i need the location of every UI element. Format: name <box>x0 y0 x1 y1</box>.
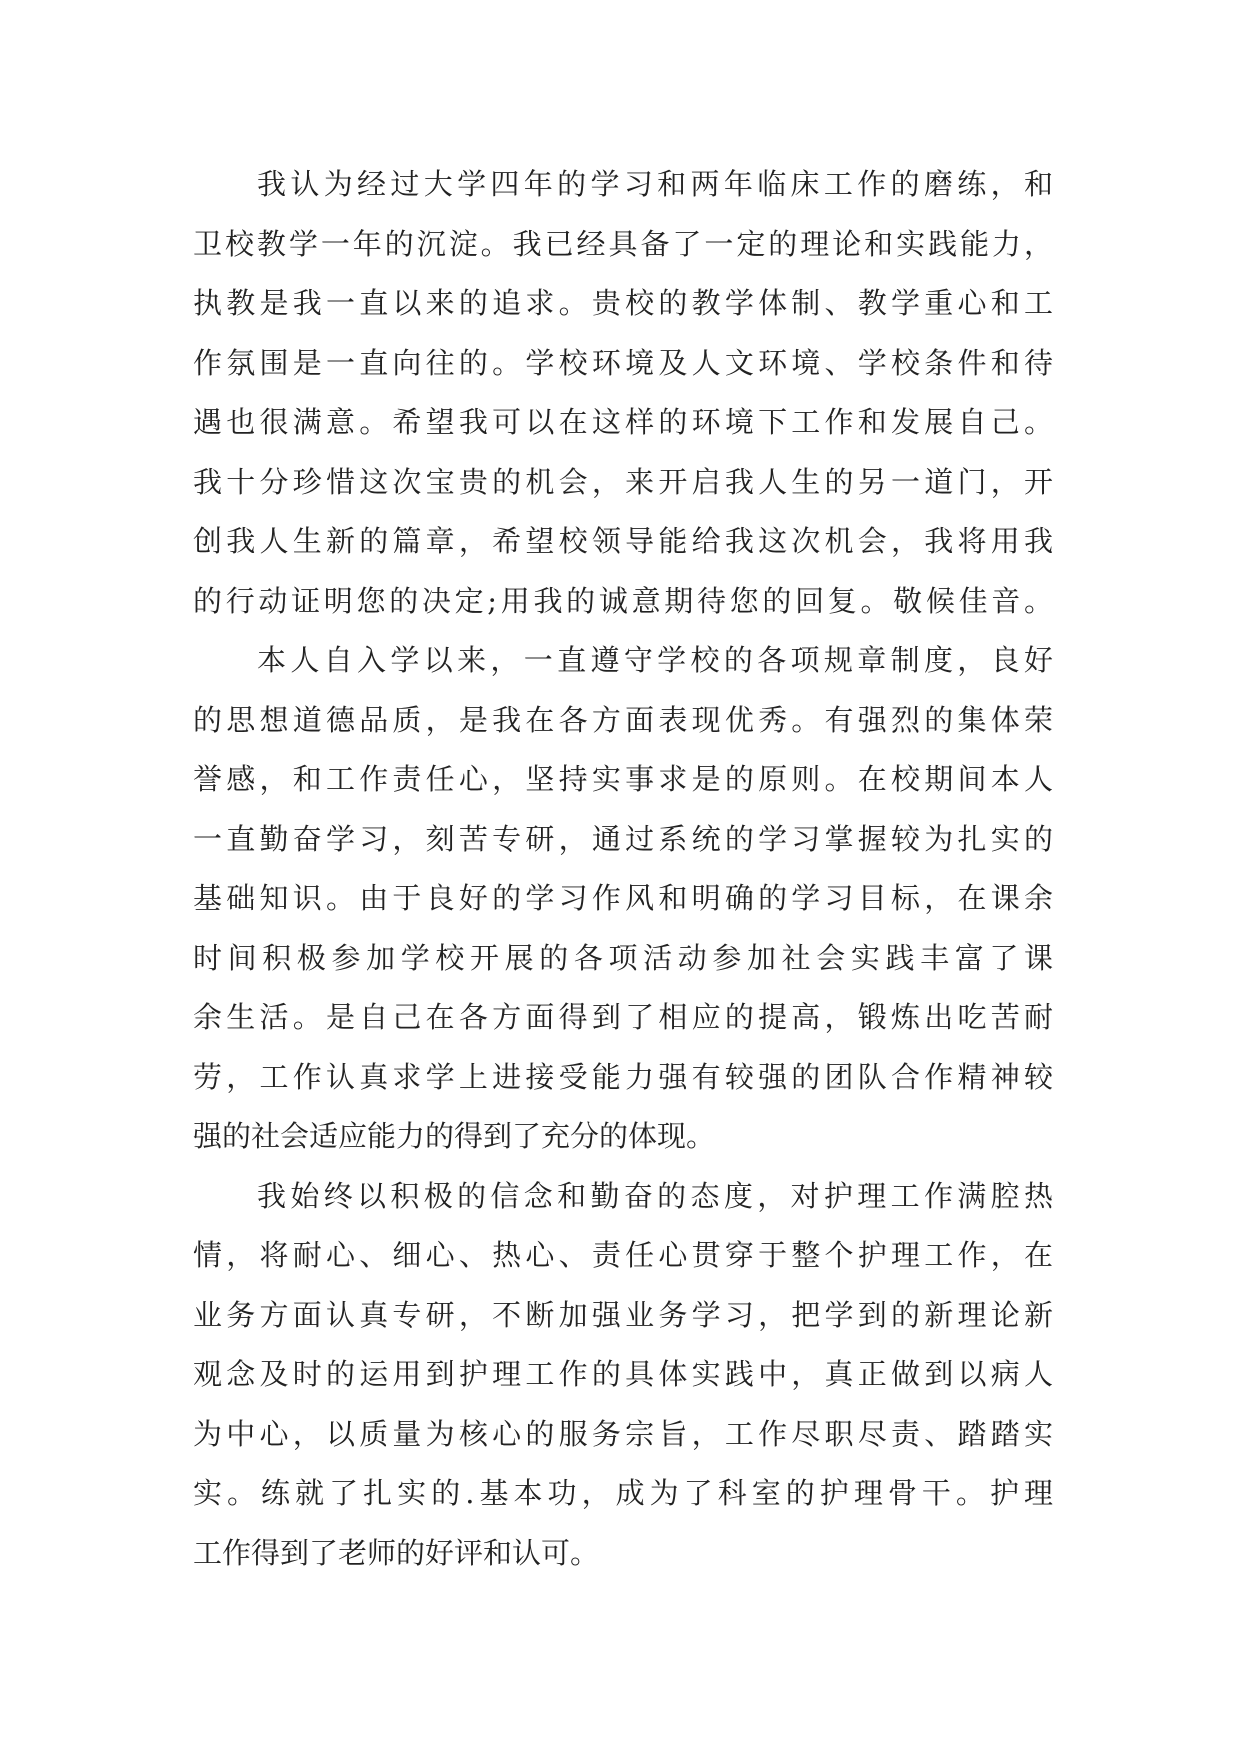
text-line: 情，将耐心、细心、热心、责任心贯穿于整个护理工作，在 <box>193 1238 1053 1272</box>
text-line: 本人自入学以来，一直遵守学校的各项规章制度，良好 <box>257 643 1053 677</box>
text-line: 执教是我一直以来的追求。贵校的教学体制、教学重心和工 <box>193 286 1053 320</box>
text-line: 的思想道德品质，是我在各方面表现优秀。有强烈的集体荣 <box>193 702 1053 737</box>
text-line: 时间积极参加学校开展的各项活动参加社会实践丰富了课 <box>193 940 1053 975</box>
text-line: 为中心，以质量为核心的服务宗旨，工作尽职尽责、踏踏实 <box>193 1416 1053 1451</box>
text-line: 一直勤奋学习，刻苦专研，通过系统的学习掌握较为扎实的 <box>193 821 1053 856</box>
text-line: 实。练就了扎实的.基本功，成为了科室的护理骨干。护理 <box>193 1476 1053 1510</box>
text-line: 我十分珍惜这次宝贵的机会，来开启我人生的另一道门，开 <box>193 464 1053 499</box>
text-line: 工作得到了老师的好评和认可。 <box>193 1535 600 1570</box>
paragraph-1 <box>193 155 1053 631</box>
text-line: 的行动证明您的决定;用我的诚意期待您的回复。敬候佳音。 <box>193 583 1053 618</box>
text-line: 作氛围是一直向往的。学校环境及人文环境、学校条件和待 <box>193 345 1053 380</box>
text-line: 观念及时的运用到护理工作的具体实践中，真正做到以病人 <box>193 1357 1053 1391</box>
document-body <box>193 155 1053 1583</box>
text-line: 誉感，和工作责任心，坚持实事求是的原则。在校期间本人 <box>193 762 1053 796</box>
text-line: 余生活。是自己在各方面得到了相应的提高，锻炼出吃苦耐 <box>193 1000 1053 1034</box>
paragraph-3 <box>193 1167 1053 1584</box>
text-line: 卫校教学一年的沉淀。我已经具备了一定的理论和实践能力， <box>193 226 1053 261</box>
text-line: 遇也很满意。希望我可以在这样的环境下工作和发展自己。 <box>193 405 1053 439</box>
paragraph-2 <box>193 631 1053 1167</box>
text-line: 基础知识。由于良好的学习作风和明确的学习目标，在课余 <box>193 881 1053 915</box>
text-line: 强的社会适应能力的得到了充分的体现。 <box>193 1119 716 1153</box>
text-line: 劳，工作认真求学上进接受能力强有较强的团队合作精神较 <box>193 1059 1053 1094</box>
text-line: 我认为经过大学四年的学习和两年临床工作的磨练，和 <box>257 167 1053 201</box>
text-line: 业务方面认真专研，不断加强业务学习，把学到的新理论新 <box>193 1297 1053 1332</box>
text-line: 我始终以积极的信念和勤奋的态度，对护理工作满腔热 <box>257 1178 1053 1213</box>
text-line: 创我人生新的篇章，希望校领导能给我这次机会，我将用我 <box>193 524 1053 558</box>
